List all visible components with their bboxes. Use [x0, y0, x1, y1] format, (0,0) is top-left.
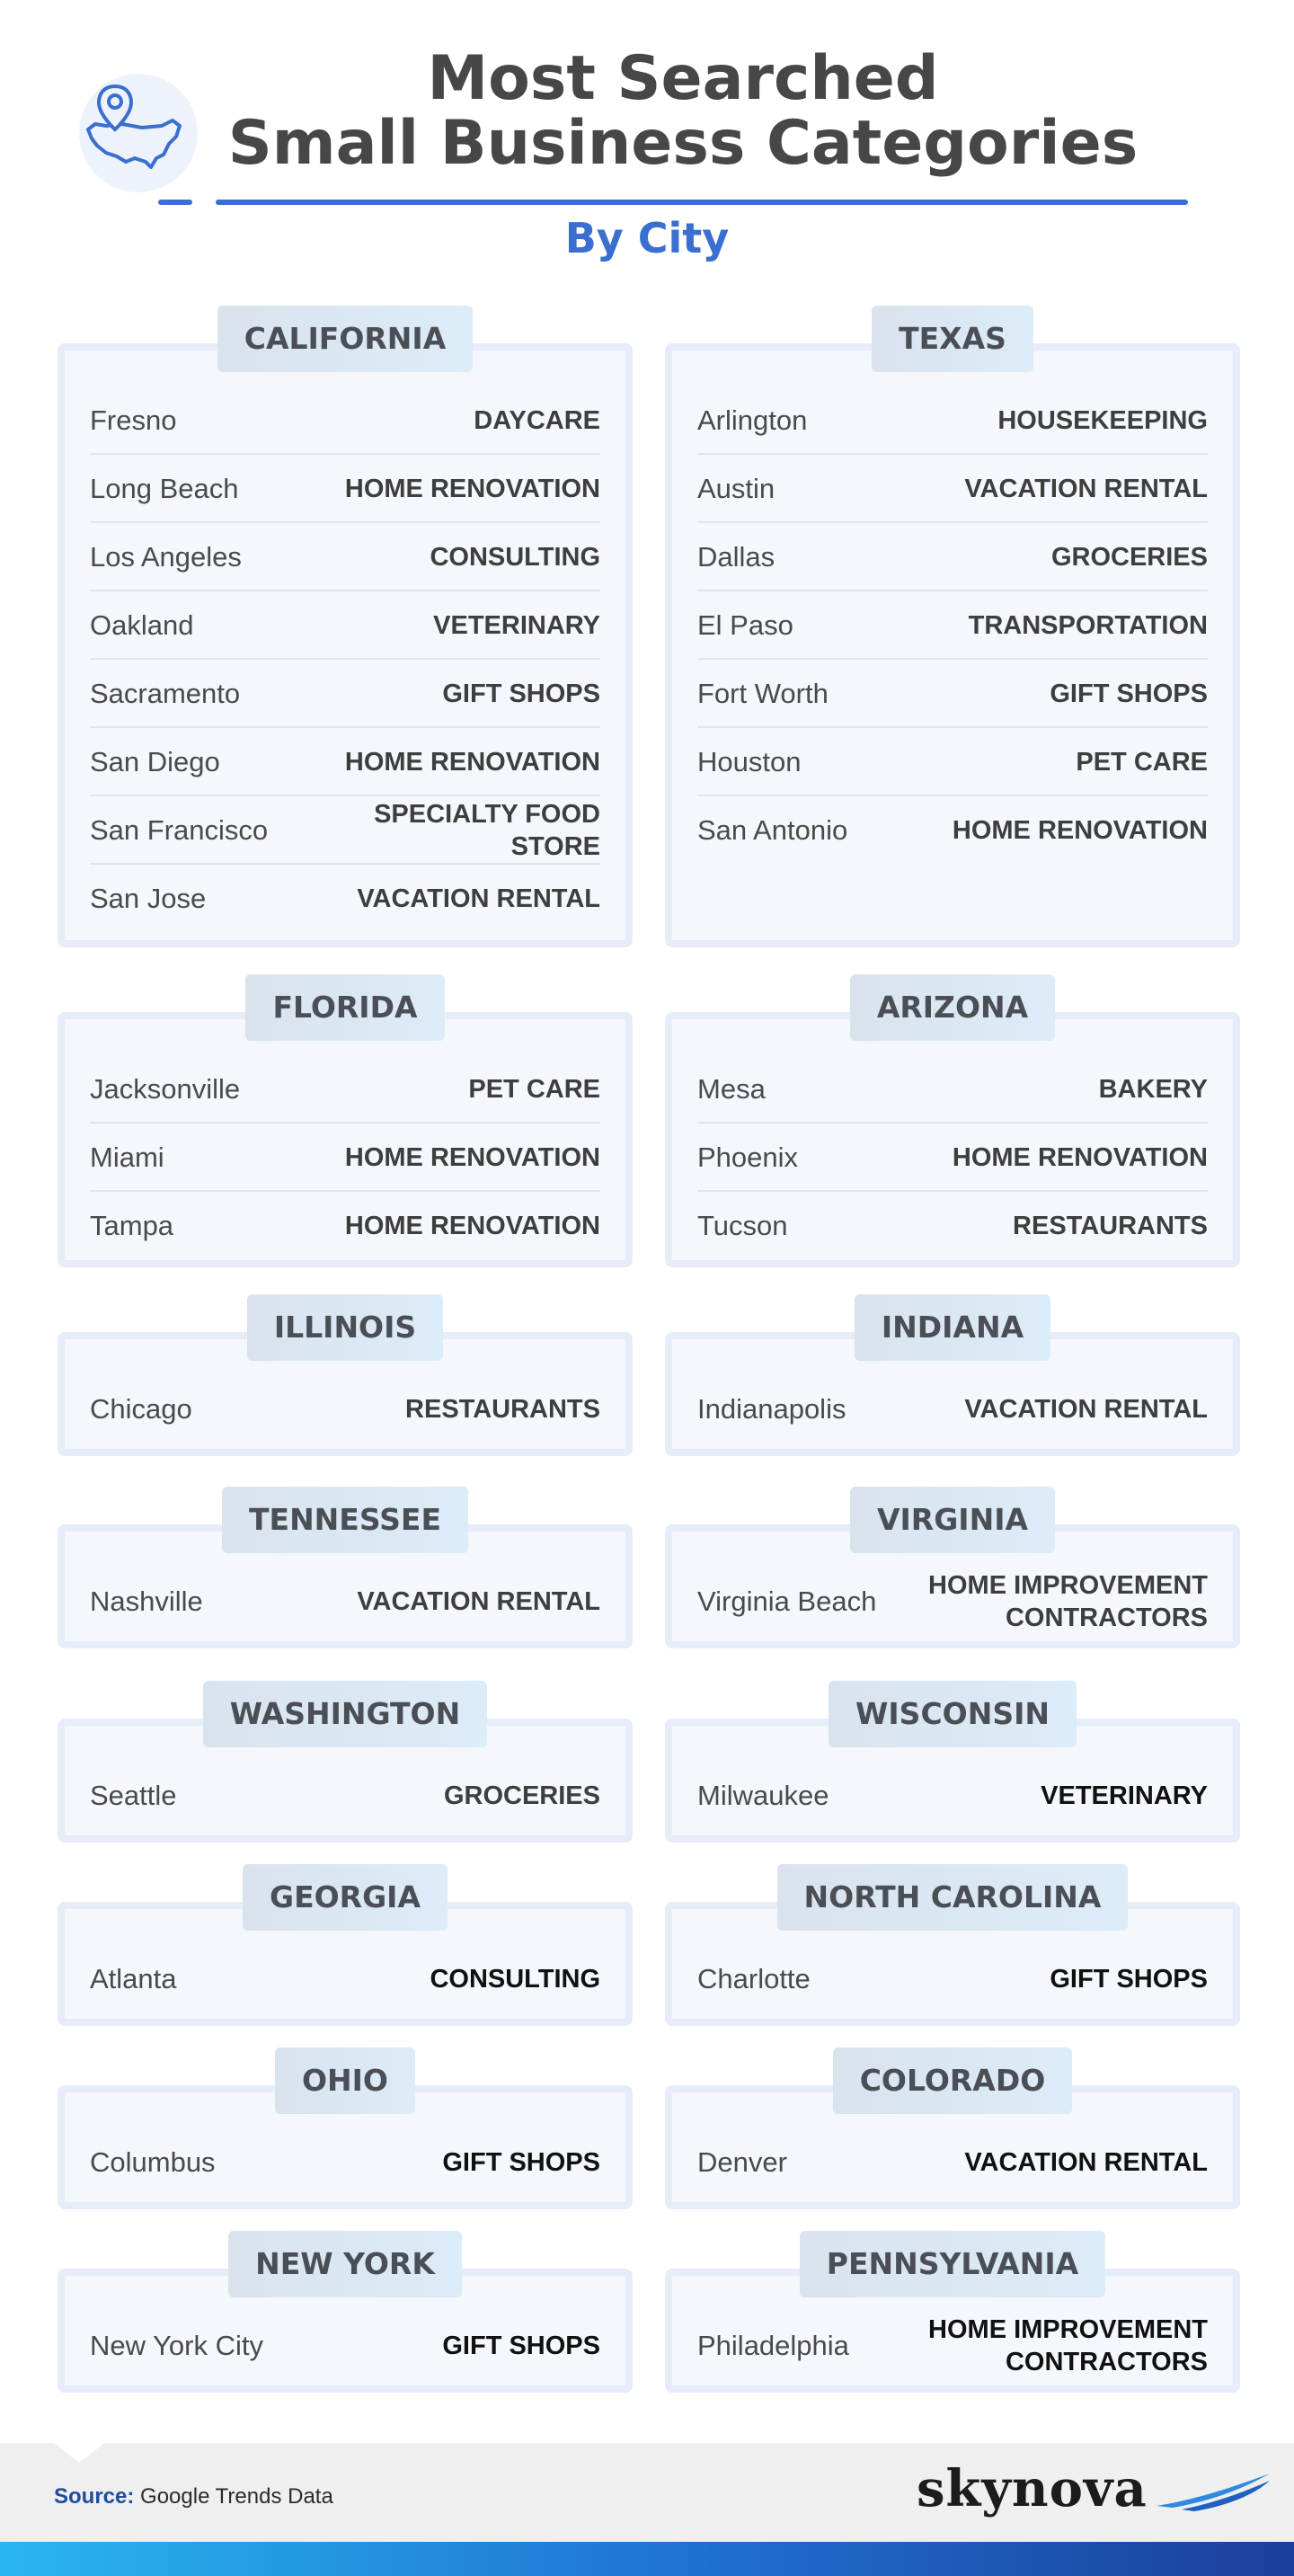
city-name: New York City — [90, 2330, 263, 2361]
city-row — [90, 660, 600, 728]
category-label: VETERINARY — [1041, 1781, 1208, 1810]
city-row — [90, 1945, 600, 2013]
category-label: PET CARE — [1076, 748, 1208, 777]
city-row — [90, 386, 600, 455]
category-label: HOME RENOVATION — [344, 475, 600, 503]
city-row — [697, 1762, 1208, 1830]
state-name: GEORGIA — [243, 1864, 448, 1931]
city-name: Houston — [697, 746, 802, 777]
city-name: Nashville — [90, 1586, 203, 1617]
state-name: WISCONSIN — [829, 1681, 1077, 1747]
city-row — [697, 386, 1208, 455]
city-row — [697, 1568, 1208, 1636]
city-row — [697, 455, 1208, 523]
city-name: Dallas — [697, 541, 776, 573]
state-name: OHIO — [275, 2047, 415, 2114]
bottom-gradient-bar — [0, 2542, 1294, 2576]
state-name: TEXAS — [872, 306, 1033, 372]
city-row — [90, 1192, 600, 1260]
state-card-arizona — [665, 1012, 1240, 1267]
state-card-texas — [665, 343, 1240, 947]
page-title — [180, 43, 1186, 179]
city-name: Mesa — [697, 1073, 766, 1105]
city-row — [90, 865, 600, 933]
state-name: NORTH CAROLINA — [777, 1864, 1129, 1931]
state-name: ARIZONA — [850, 974, 1055, 1041]
city-name: San Diego — [90, 746, 220, 777]
title-underline-short — [158, 200, 192, 205]
city-row — [90, 1762, 600, 1830]
state-name: CALIFORNIA — [217, 306, 474, 372]
state-name: TENNESSEE — [222, 1487, 468, 1553]
category-label: VACATION RENTAL — [964, 1395, 1208, 1424]
city-name: Miami — [90, 1141, 164, 1173]
city-row — [697, 2128, 1208, 2197]
city-row — [697, 523, 1208, 591]
city-row — [697, 1945, 1208, 2013]
category-label: HOME RENOVATION — [344, 1143, 600, 1172]
city-name: Tucson — [697, 1210, 788, 1241]
city-row — [90, 455, 600, 523]
brand-swoosh-icon — [1155, 2470, 1272, 2511]
city-name: Milwaukee — [697, 1780, 829, 1811]
page-subtitle: By City — [564, 214, 730, 262]
city-name: Jacksonville — [90, 1073, 241, 1105]
category-label: GIFT SHOPS — [442, 2148, 600, 2177]
city-row — [697, 1124, 1208, 1192]
category-label: BAKERY — [1098, 1075, 1208, 1104]
state-card-florida — [58, 1012, 633, 1267]
category-label: VETERINARY — [433, 611, 600, 640]
state-name: WASHINGTON — [203, 1681, 487, 1747]
category-label: GIFT SHOPS — [442, 2332, 600, 2360]
city-row — [90, 591, 600, 660]
brand-logo: skynova — [917, 2459, 1148, 2518]
city-row — [90, 523, 600, 591]
state-card-california — [58, 343, 633, 947]
city-row — [90, 728, 600, 796]
city-name: Columbus — [90, 2146, 216, 2178]
city-row — [697, 1055, 1208, 1124]
city-row — [90, 1055, 600, 1124]
city-row — [697, 1375, 1208, 1443]
city-row — [697, 728, 1208, 796]
category-label: DAYCARE — [474, 406, 600, 435]
category-label: RESTAURANTS — [1013, 1212, 1208, 1240]
category-label: HOME RENOVATION — [344, 748, 600, 777]
state-name: FLORIDA — [245, 974, 444, 1041]
city-row — [90, 1124, 600, 1192]
category-label: VACATION RENTAL — [964, 2148, 1208, 2177]
city-name: Tampa — [90, 1210, 174, 1241]
category-label: HOME IMPROVEMENT CONTRACTORS — [928, 1571, 1208, 1632]
city-row — [90, 2312, 600, 2380]
state-name: COLORADO — [833, 2047, 1073, 2114]
title-line-2: Small Business Categories — [227, 108, 1139, 179]
category-label: GIFT SHOPS — [442, 680, 600, 708]
city-name: Sacramento — [90, 678, 241, 709]
city-row — [90, 796, 600, 865]
city-name: Indianapolis — [697, 1393, 846, 1425]
category-label: GIFT SHOPS — [1050, 680, 1208, 708]
city-row — [697, 796, 1208, 865]
city-name: Fresno — [90, 404, 177, 436]
city-row — [697, 1192, 1208, 1260]
category-label: HOME IMPROVEMENT CONTRACTORS — [928, 2315, 1208, 2376]
city-name: Long Beach — [90, 473, 239, 504]
title-underline — [216, 200, 1188, 205]
category-label: GROCERIES — [1050, 543, 1208, 572]
category-label: CONSULTING — [430, 1965, 600, 1994]
category-label: GROCERIES — [443, 1781, 600, 1810]
city-name: Denver — [697, 2146, 787, 2178]
city-name: Los Angeles — [90, 541, 242, 573]
category-label: HOME RENOVATION — [952, 816, 1208, 845]
city-name: Oakland — [90, 609, 194, 641]
title-line-1: Most Searched — [427, 43, 939, 114]
city-name: Virginia Beach — [697, 1586, 877, 1617]
city-name: Fort Worth — [697, 678, 829, 709]
city-name: Austin — [697, 473, 776, 504]
city-name: Seattle — [90, 1780, 177, 1811]
category-label: VACATION RENTAL — [357, 1587, 600, 1616]
category-label: VACATION RENTAL — [357, 884, 600, 913]
source-label: Source: — [54, 2484, 135, 2509]
city-row — [697, 660, 1208, 728]
city-name: San Antonio — [697, 814, 848, 846]
city-name: San Francisco — [90, 814, 269, 846]
state-name: ILLINOIS — [247, 1294, 443, 1361]
category-label: HOME RENOVATION — [952, 1143, 1208, 1172]
city-name: Charlotte — [697, 1963, 811, 1994]
category-label: PET CARE — [468, 1075, 600, 1104]
city-name: Philadelphia — [697, 2330, 849, 2361]
category-label: VACATION RENTAL — [964, 475, 1208, 503]
state-name: INDIANA — [855, 1294, 1050, 1361]
source-note — [54, 2484, 333, 2509]
city-name: Atlanta — [90, 1963, 177, 1994]
category-label: HOME RENOVATION — [344, 1212, 600, 1240]
city-name: Chicago — [90, 1393, 192, 1425]
city-name: San Jose — [90, 883, 207, 914]
city-name: El Paso — [697, 609, 793, 641]
city-row — [697, 591, 1208, 660]
category-label: TRANSPORTATION — [968, 611, 1208, 640]
category-label: HOUSEKEEPING — [997, 406, 1208, 435]
category-label: SPECIALTY FOOD STORE — [374, 800, 600, 861]
footer-notch — [54, 2443, 104, 2463]
infographic-header — [0, 0, 1294, 288]
city-row — [90, 1375, 600, 1443]
source-text: Google Trends Data — [140, 2484, 333, 2509]
category-label: CONSULTING — [430, 543, 600, 572]
state-name: NEW YORK — [228, 2231, 462, 2297]
category-label: RESTAURANTS — [405, 1395, 600, 1424]
city-name: Arlington — [697, 404, 808, 436]
state-name: VIRGINIA — [850, 1487, 1055, 1553]
city-name: Phoenix — [697, 1141, 799, 1173]
city-row — [697, 2312, 1208, 2380]
state-name: PENNSYLVANIA — [800, 2231, 1105, 2297]
city-row — [90, 1568, 600, 1636]
city-row — [90, 2128, 600, 2197]
category-label: GIFT SHOPS — [1050, 1965, 1208, 1994]
